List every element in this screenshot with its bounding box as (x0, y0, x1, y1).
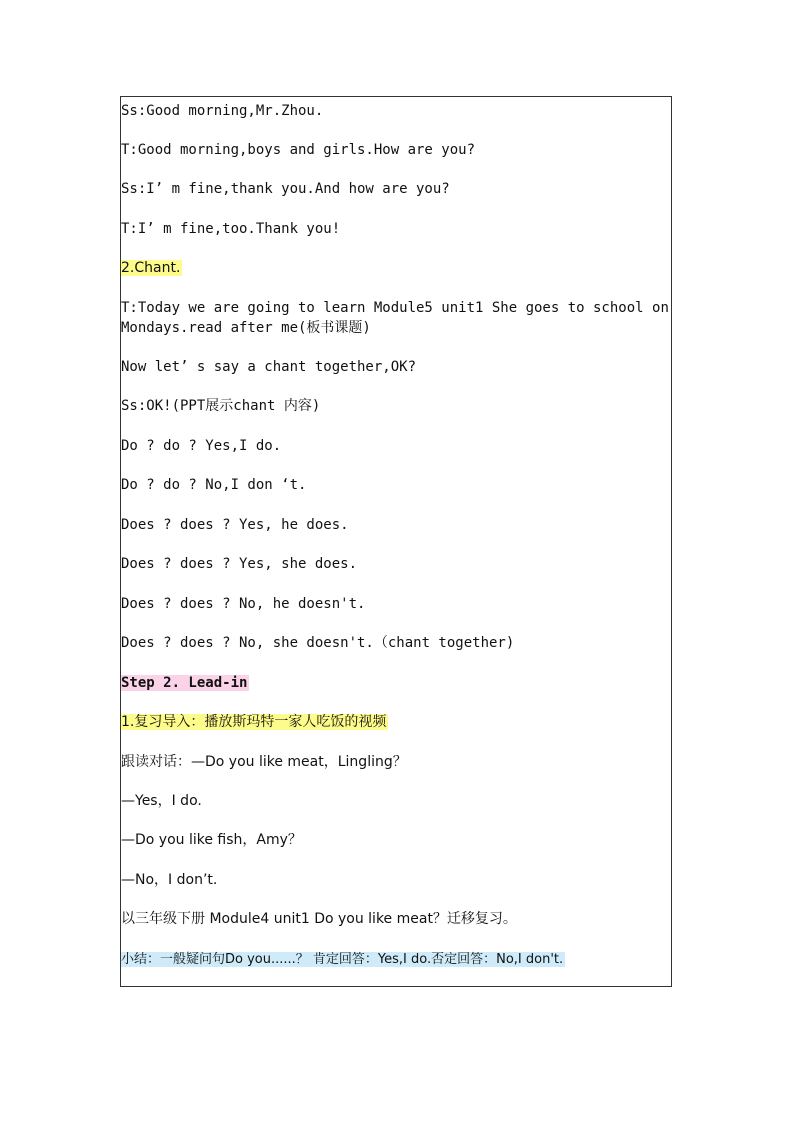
dialogue-line: Mondays.read after me(板书课题) (121, 320, 371, 336)
review-heading-text: 1.复习导入：播放斯玛特一家人吃饭的视频 (121, 714, 387, 730)
review-note: 以三年级下册 Module4 unit1 Do you like meat？迁移复习。 (121, 911, 517, 927)
step-heading (121, 673, 249, 693)
lesson-plan-box (120, 96, 672, 987)
dialogue-line: T:Today we are going to learn Module5 unit1 She goes to school on (121, 300, 669, 316)
chant-line: Does ? does ? Yes, he does. (121, 517, 349, 533)
dialogue-line: Ss:Good morning,Mr.Zhou. (121, 103, 324, 119)
dialogue-line: —No，I don’t. (121, 872, 218, 888)
chant-line: Do ? do ? No,I don ‘t. (121, 477, 307, 493)
chant-line: Does ? does ? No, he doesn't. (121, 596, 366, 612)
dialogue-line: —Yes，I do. (121, 793, 202, 809)
step-heading-text: Step 2. Lead-in (121, 675, 248, 691)
chant-heading (121, 258, 182, 278)
summary-text: 小结：一般疑问句Do you......？ 肯定回答：Yes,I do.否定回答：No,I don't. (121, 952, 564, 967)
summary-line (121, 949, 565, 970)
chant-heading-text: 2.Chant. (121, 260, 181, 276)
chant-line: Do ? do ? Yes,I do. (121, 438, 282, 454)
review-heading (121, 712, 388, 732)
chant-line: Does ? does ? Yes, she does. (121, 556, 358, 572)
dialogue-line: Ss:OK!(PPT展示chant 内容) (121, 398, 321, 414)
chant-line: Does ? does ? No, she doesn't.（chant together) (121, 635, 515, 651)
dialogue-line: T:Good morning,boys and girls.How are you? (121, 142, 476, 158)
dialogue-line: Now let’ s say a chant together,OK? (121, 359, 417, 375)
dialogue-line: —Do you like fish，Amy？ (121, 832, 302, 848)
dialogue-line: 跟读对话：—Do you like meat，Lingling？ (121, 754, 407, 770)
dialogue-line: Ss:I’ m fine,thank you.And how are you? (121, 181, 450, 197)
dialogue-line: T:I’ m fine,too.Thank you! (121, 221, 341, 237)
